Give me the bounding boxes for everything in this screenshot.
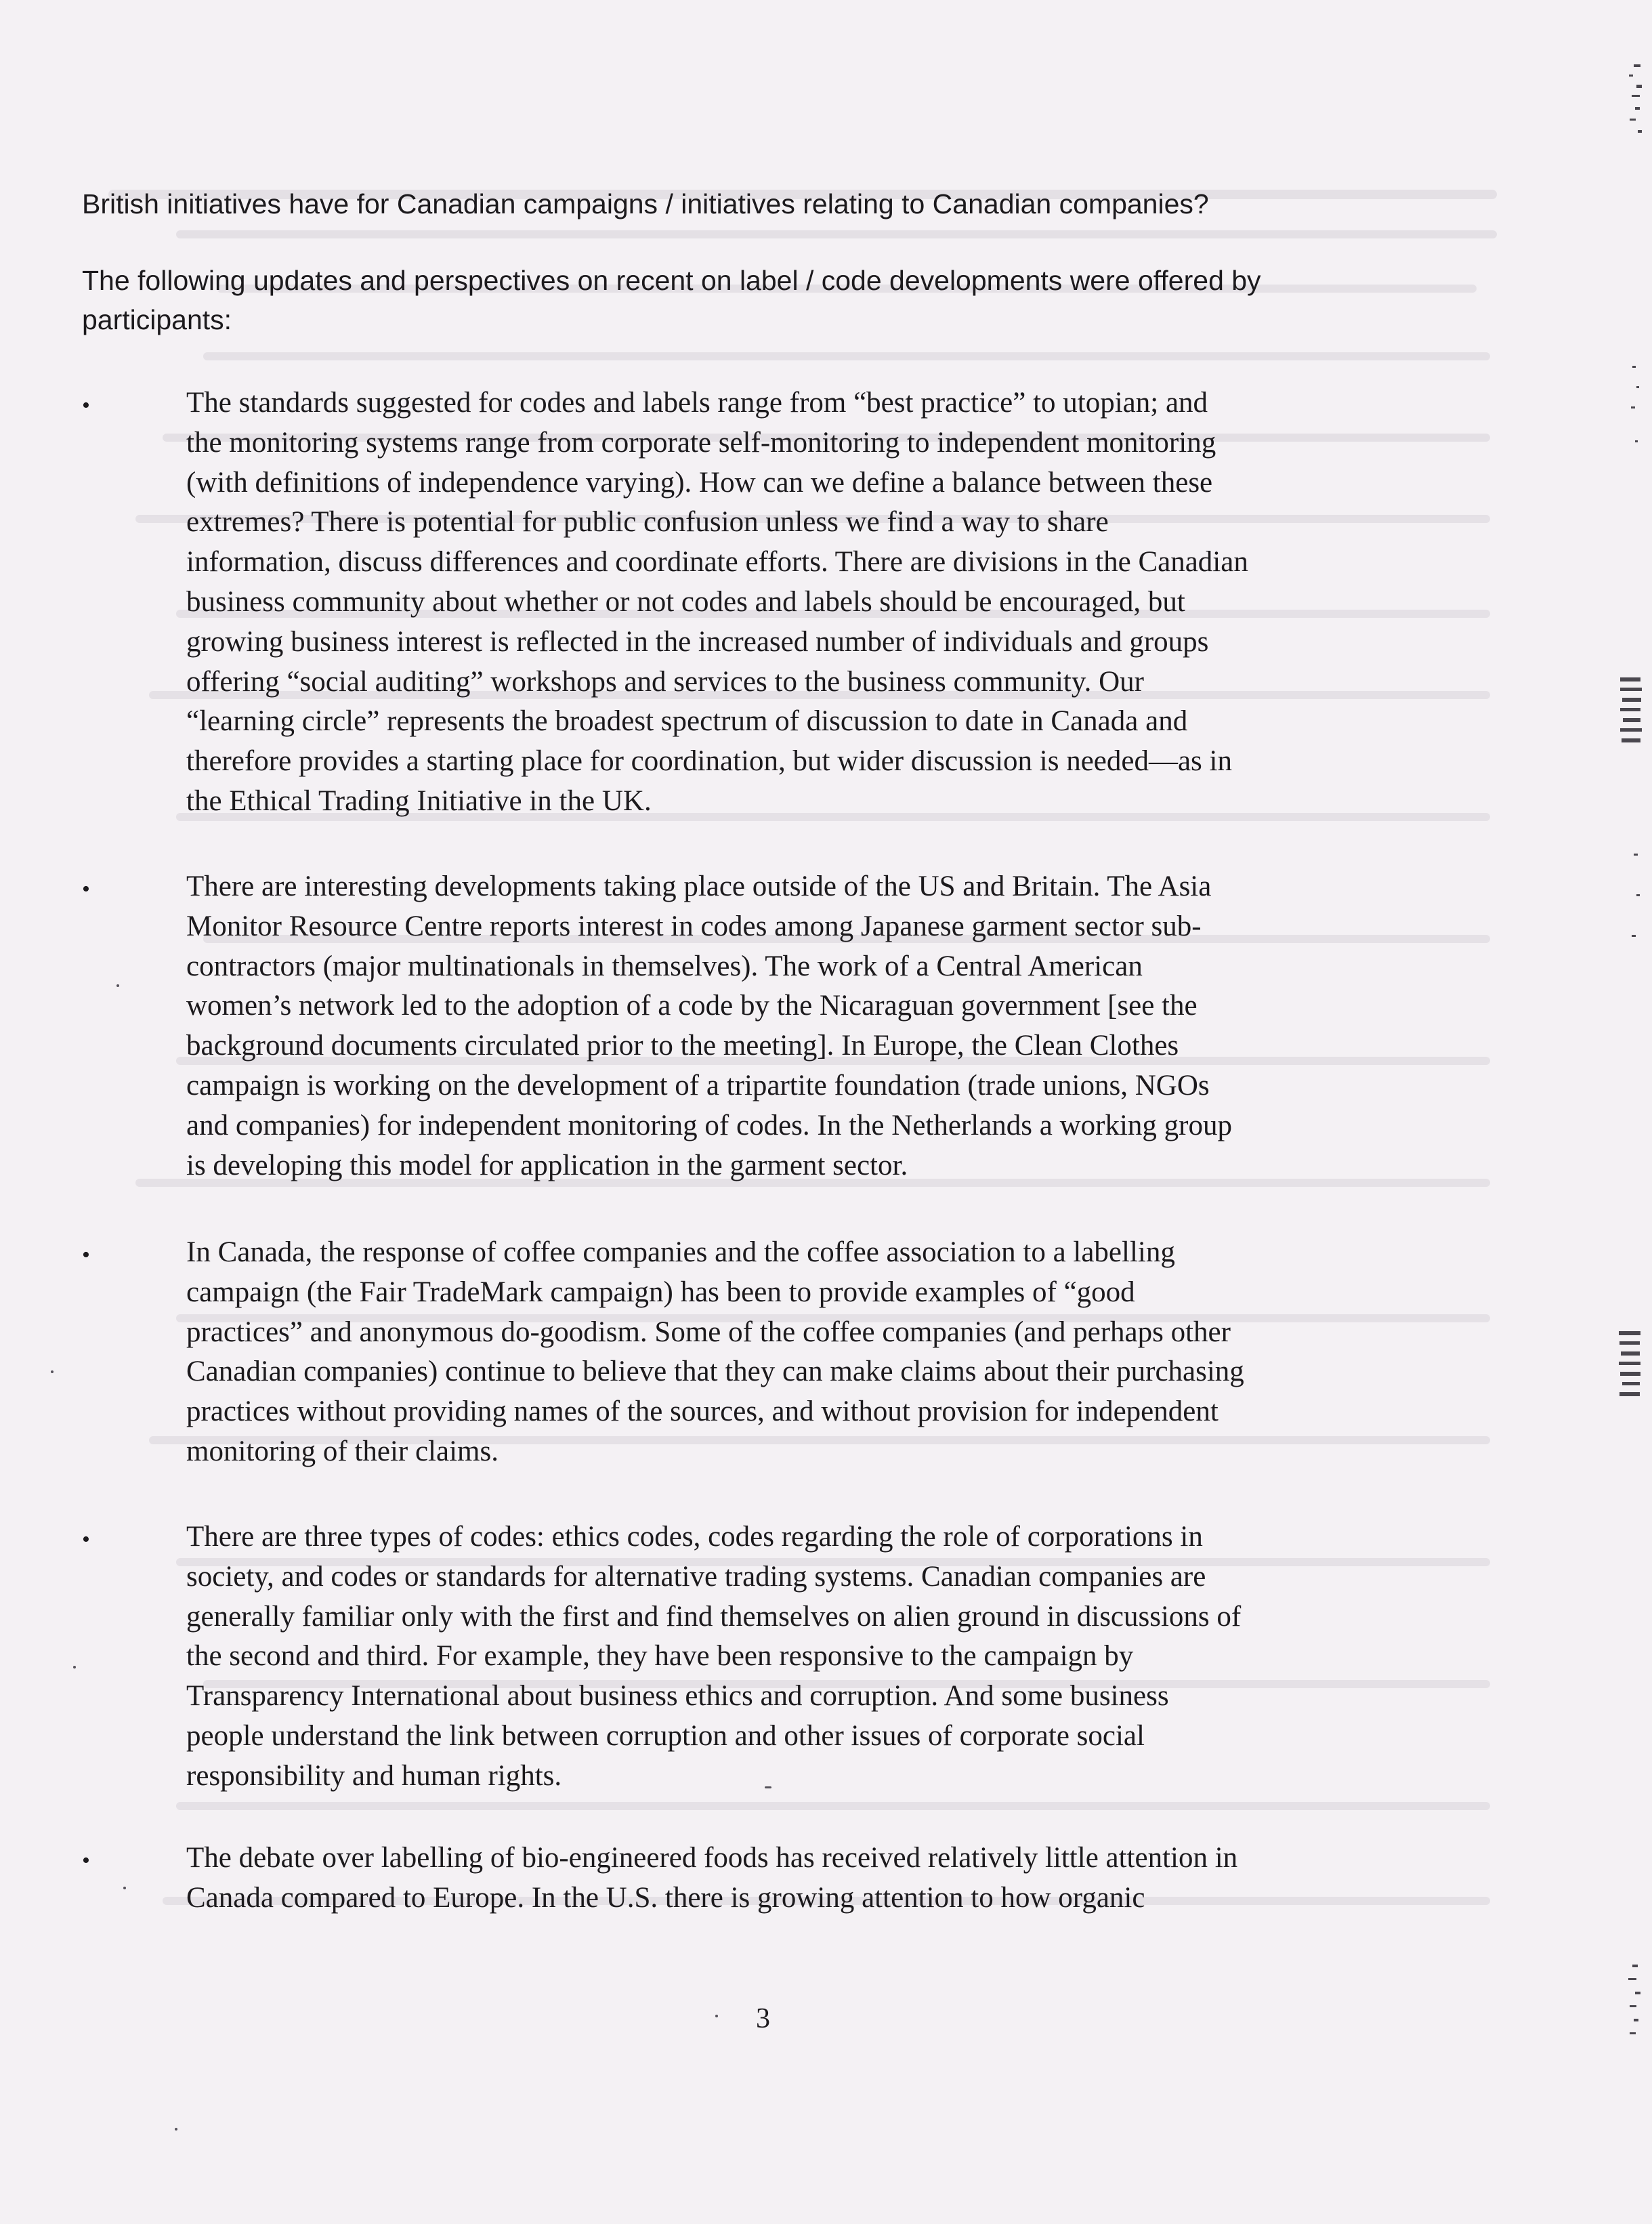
intro-line: The following updates and perspectives on recent on label / code developments were offered by [82,265,1261,296]
intro-line: participants: [82,304,232,335]
scan-speck [175,2128,177,2131]
scan-speck [117,984,119,987]
bullet-line: In Canada, the response of coffee companies and the coffee association to a labelling [186,1236,1175,1268]
scan-speck [51,1370,54,1373]
bullet-line: campaign is working on the development of a tripartite foundation (trade unions, NGOs [186,1069,1210,1101]
bullet-line: is developing this model for application in the garment sector. [186,1149,908,1181]
bullet-icon: • [82,393,90,418]
bullet-line: (with definitions of independence varying). How can we define a balance between these [186,466,1213,499]
bullet-icon: • [82,1848,90,1873]
scan-speck [73,1666,76,1669]
bullet-line: the monitoring systems range from corporate self-monitoring to independent monitoring [186,426,1216,459]
bullet-line: business community about whether or not codes and labels should be encouraged, but [186,585,1185,618]
bullet-paragraph [186,1839,1514,1918]
bullet-line: women’s network led to the adoption of a code by the Nicaraguan government [see the [186,990,1198,1022]
bullet-line: responsibility and human rights. [186,1759,562,1792]
bullet-line: Monitor Resource Centre reports interest in codes among Japanese garment sector sub- [186,910,1202,942]
bullet-line: and companies) for independent monitoring of codes. In the Netherlands a working group [186,1109,1232,1141]
bullet-line: Transparency International about business ethics and corruption. And some business [186,1680,1169,1713]
bullet-line: The standards suggested for codes and labels range from “best practice” to utopian; and [186,387,1208,419]
bullet-line: generally familiar only with the first and find themselves on alien ground in discussions of [186,1600,1242,1633]
bullet-line: There are three types of codes: ethics codes, codes regarding the role of corporations in [186,1521,1203,1553]
scan-speck [765,1786,771,1788]
bullet-line: monitoring of their claims. [186,1435,499,1467]
bullet-line: society, and codes or standards for alternative trading systems. Canadian companies are [186,1560,1206,1593]
bullet-paragraph [186,1517,1514,1797]
bullet-line: There are interesting developments taking place outside of the US and Britain. The Asia [186,870,1212,902]
bullet-icon: • [82,877,90,902]
bullet-line: growing business interest is reflected in the increased number of individuals and groups [186,625,1209,658]
bullet-line: the Ethical Trading Initiative in the UK. [186,784,652,817]
bullet-line: people understand the link between corruption and other issues of corporate social [186,1719,1145,1752]
scan-speck [715,2015,718,2017]
bullet-line: information, discuss differences and coordinate efforts. There are divisions in the Canadian [186,546,1248,579]
bullet-line: The debate over labelling of bio-engineered foods has received relatively little attention in [186,1842,1238,1874]
bullet-line: practices” and anonymous do-goodism. Some of the coffee companies (and perhaps other [186,1316,1231,1348]
bullet-icon: • [82,1527,90,1552]
bullet-line: offering “social auditing” workshops and services to the business community. Our [186,665,1144,698]
bullet-line: therefore provides a starting place for coordination, but wider discussion is needed—as in [186,745,1232,778]
bullet-line: Canada compared to Europe. In the U.S. there is growing attention to how organic [186,1881,1145,1914]
bullet-line: background documents circulated prior to the meeting]. In Europe, the Clean Clothes [186,1030,1179,1062]
bullet-line: campaign (the Fair TradeMark campaign) has been to provide examples of “good [186,1276,1135,1308]
bullet-paragraph [186,383,1514,822]
bullet-line: Canadian companies) continue to believe that they can make claims about their purchasing [186,1356,1244,1388]
bullet-line: extremes? There is potential for public confusion unless we find a way to share [186,506,1109,539]
bullet-line: contractors (major multinationals in themselves). The work of a Central American [186,950,1143,982]
bullet-line: practices without providing names of the sources, and without provision for independent [186,1396,1219,1428]
intro-line-continuation: British initiatives have for Canadian campaigns / initiatives relating to Canadian companies? [82,188,1209,219]
bullet-paragraph [186,867,1514,1186]
scan-speck [123,1887,126,1889]
bullet-paragraph [186,1233,1514,1472]
bullet-line: the second and third. For example, they have been responsive to the campaign by [186,1640,1134,1673]
page-number: 3 [756,2003,770,2034]
bullet-icon: • [82,1242,90,1267]
bullet-line: “learning circle” represents the broadest spectrum of discussion to date in Canada and [186,705,1188,738]
